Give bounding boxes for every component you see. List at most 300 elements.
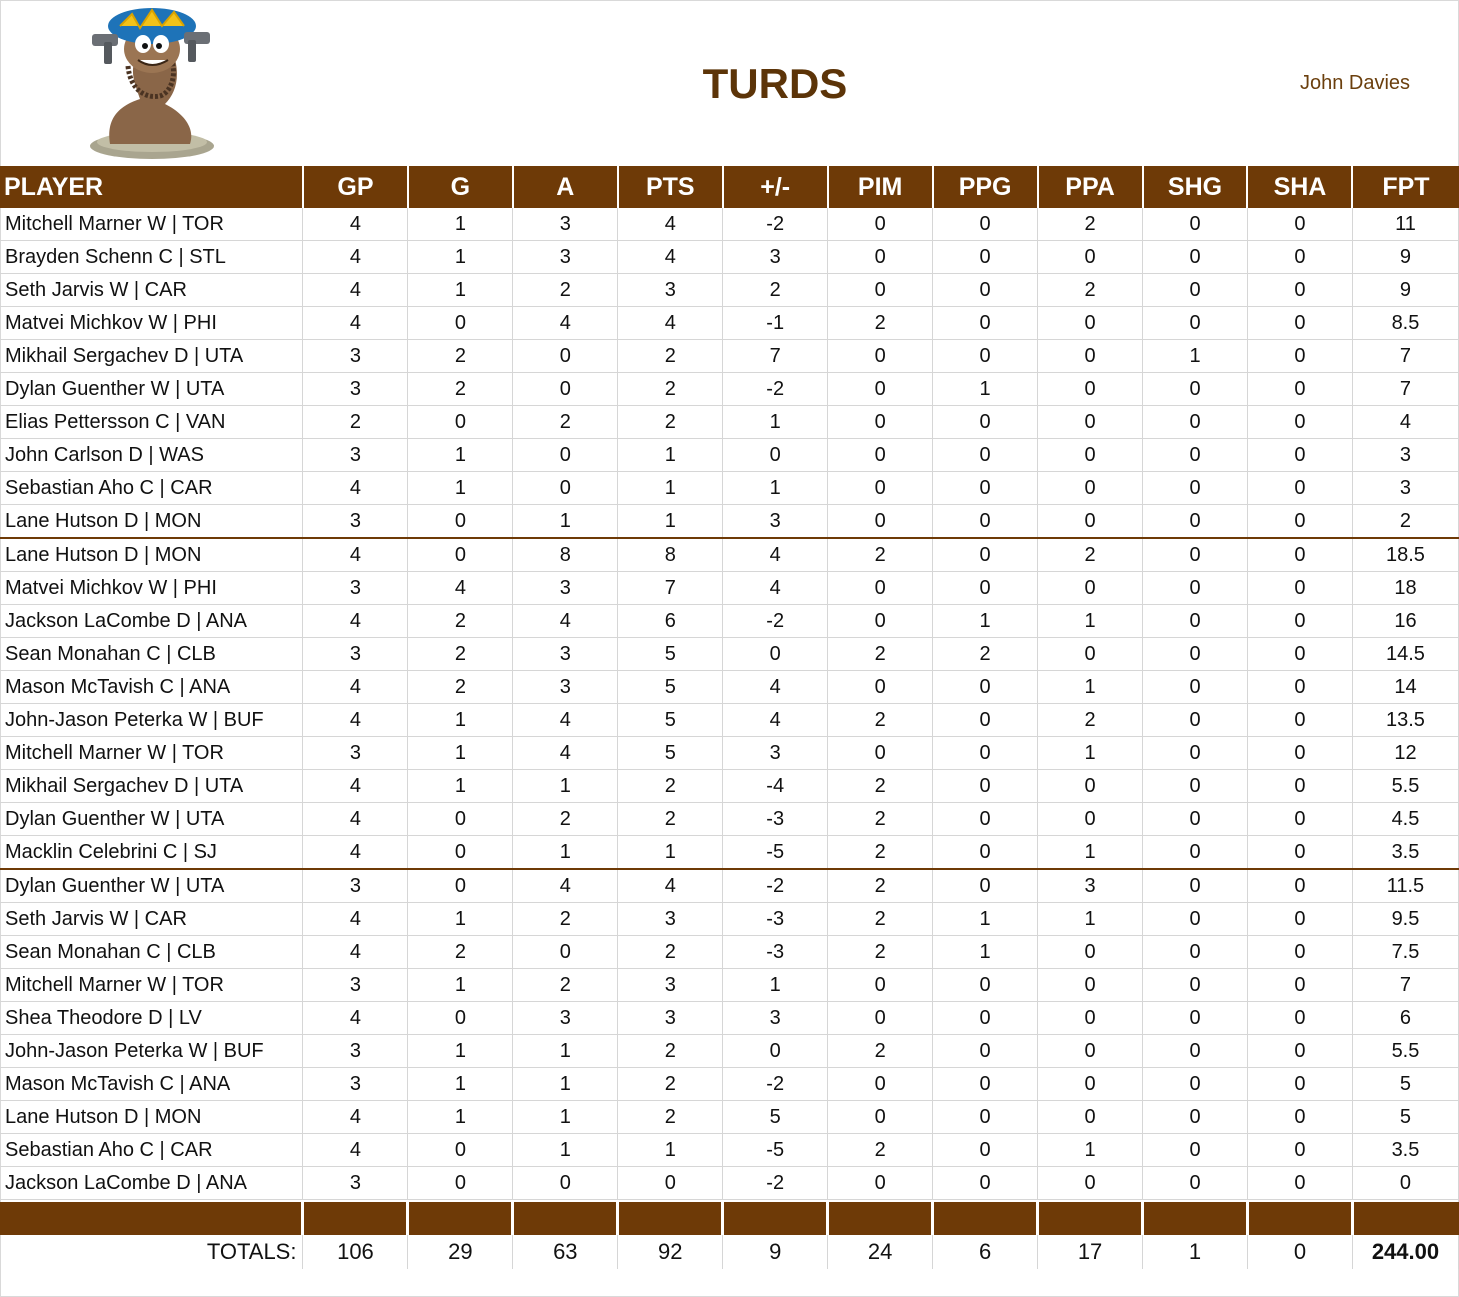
stat-cell: 0 [828,406,933,439]
stat-cell: 0 [828,1101,933,1134]
stat-cell: 2 [828,307,933,340]
stat-cell: 0 [1038,572,1143,605]
stat-cell: 1 [618,439,723,472]
stat-cell: 0 [1247,770,1352,803]
stat-cell: -3 [723,803,828,836]
divider-cell [618,1202,723,1235]
table-row [0,869,1459,903]
stat-cell: 2 [828,836,933,870]
stat-cell: 4 [303,836,408,870]
divider-cell [1038,1202,1143,1235]
stat-cell: 4 [618,307,723,340]
player-name-cell: Dylan Guenther W | UTA [0,803,303,836]
stat-cell: 4 [513,704,618,737]
stat-cell: 0 [1247,936,1352,969]
stat-cell: 4 [618,241,723,274]
column-header: G [408,166,513,208]
total-cell: 1 [1143,1235,1248,1269]
stat-cell: 4 [303,704,408,737]
stat-cell: 1 [408,472,513,505]
table-header-row [0,166,1459,208]
stat-cell: 0 [1247,1134,1352,1167]
stat-cell: 1 [408,903,513,936]
total-cell: 6 [933,1235,1038,1269]
column-header: A [513,166,618,208]
player-name-cell: Sean Monahan C | CLB [0,638,303,671]
table-row [0,803,1459,836]
stat-cell: 0 [828,572,933,605]
stat-cell: 4 [303,605,408,638]
stat-cell: 0 [1143,241,1248,274]
stat-cell: 0 [828,472,933,505]
stat-cell: 1 [513,1068,618,1101]
stat-cell: 0 [1143,1134,1248,1167]
stat-cell: 1 [408,241,513,274]
stat-cell: 4 [513,869,618,903]
stat-cell: 0 [1038,1101,1143,1134]
stat-cell: 3 [303,737,408,770]
stat-cell: 6 [1352,1002,1458,1035]
stat-cell: 0 [828,1068,933,1101]
stat-cell: 14 [1352,671,1458,704]
team-title: TURDS [702,60,848,107]
stat-cell: 0 [1143,1101,1248,1134]
stat-cell: 0 [1143,439,1248,472]
stat-cell: 0 [1143,274,1248,307]
stat-cell: 0 [933,241,1038,274]
stat-cell: -4 [723,770,828,803]
stat-cell: 0 [933,439,1038,472]
stat-cell: 0 [1143,373,1248,406]
stat-cell: 0 [1038,241,1143,274]
stat-cell: 5 [618,671,723,704]
stat-cell: 1 [723,406,828,439]
stat-cell: 0 [1247,1002,1352,1035]
column-header: PTS [618,166,723,208]
stat-cell: -5 [723,836,828,870]
stat-cell: 0 [1143,1167,1248,1200]
stat-cell: 1 [618,1134,723,1167]
stat-cell: 0 [1143,903,1248,936]
stat-cell: 0 [933,1002,1038,1035]
player-name-cell: Seth Jarvis W | CAR [0,274,303,307]
stat-cell: 0 [1143,704,1248,737]
stat-cell: 1 [1038,737,1143,770]
player-name-cell: Mason McTavish C | ANA [0,671,303,704]
stat-cell: 3 [723,737,828,770]
stat-cell: 0 [1143,638,1248,671]
table-row [0,241,1459,274]
stat-cell: 2 [828,903,933,936]
stat-cell: 0 [933,1167,1038,1200]
stat-cell: 2 [303,406,408,439]
stat-cell: -1 [723,307,828,340]
stat-cell: 0 [513,373,618,406]
stat-cell: 0 [513,936,618,969]
stat-cell: 0 [828,274,933,307]
stat-cell: 4 [408,572,513,605]
stat-cell: 0 [1247,208,1352,241]
stat-cell: 1 [1038,605,1143,638]
player-name-cell: John-Jason Peterka W | BUF [0,704,303,737]
column-header: SHA [1247,166,1352,208]
stat-cell: -2 [723,1167,828,1200]
divider-cell [513,1202,618,1235]
stat-cell: 3 [513,671,618,704]
stat-cell: 0 [1247,1167,1352,1200]
stat-cell: 2 [408,340,513,373]
stat-cell: 4 [303,803,408,836]
divider-cell [828,1202,933,1235]
stat-cell: 0 [828,671,933,704]
column-header: GP [303,166,408,208]
table-row [0,1035,1459,1068]
stat-cell: 0 [408,1167,513,1200]
table-row [0,1167,1459,1200]
stat-cell: 2 [618,1035,723,1068]
table-row [0,1101,1459,1134]
stat-cell: 2 [618,340,723,373]
table-row [0,737,1459,770]
total-cell: 9 [723,1235,828,1269]
stat-cell: -3 [723,903,828,936]
stat-cell: 4 [723,704,828,737]
stat-cell: 0 [1143,472,1248,505]
stat-cell: 3 [303,969,408,1002]
stat-cell: 5 [618,638,723,671]
stat-cell: 1 [1038,836,1143,870]
stat-cell: 0 [1038,307,1143,340]
stat-cell: 3 [723,1002,828,1035]
stat-cell: 0 [1247,373,1352,406]
stat-cell: 1 [933,936,1038,969]
stat-cell: 0 [933,472,1038,505]
player-name-cell: Seth Jarvis W | CAR [0,903,303,936]
player-name-cell: Mikhail Sergachev D | UTA [0,340,303,373]
stat-cell: 2 [618,406,723,439]
stat-cell: 0 [828,208,933,241]
stat-cell: 0 [1247,538,1352,572]
stat-cell: 3 [618,969,723,1002]
stat-cell: 4 [303,903,408,936]
stat-cell: 0 [1038,340,1143,373]
player-stats-table [0,166,1459,1269]
player-name-cell: Macklin Celebrini C | SJ [0,836,303,870]
stat-cell: 0 [828,505,933,539]
totals-row [0,1235,1459,1269]
stat-cell: 2 [513,406,618,439]
stat-cell: 0 [1143,1035,1248,1068]
stat-cell: 0 [1247,803,1352,836]
stat-cell: 0 [408,803,513,836]
stat-cell: 0 [933,869,1038,903]
table-row [0,770,1459,803]
stat-cell: 3 [618,1002,723,1035]
stat-cell: 1 [513,1134,618,1167]
stat-cell: 0 [1143,307,1248,340]
stat-cell: 0 [1143,1068,1248,1101]
stat-cell: 0 [723,439,828,472]
stat-cell: 4 [618,208,723,241]
stat-cell: 0 [828,737,933,770]
stat-cell: 1 [1038,1134,1143,1167]
stat-cell: 0 [828,439,933,472]
stat-cell: 3.5 [1352,836,1458,870]
stat-cell: 2 [513,274,618,307]
table-row [0,671,1459,704]
stat-cell: 12 [1352,737,1458,770]
player-name-cell: Jackson LaCombe D | ANA [0,605,303,638]
stat-cell: 7 [723,340,828,373]
stat-cell: 3 [303,638,408,671]
stat-cell: 0 [1038,969,1143,1002]
stat-cell: 2 [828,1134,933,1167]
total-cell: 244.00 [1352,1235,1458,1269]
stat-cell: 2 [618,373,723,406]
stat-cell: 3 [513,1002,618,1035]
stat-cell: 1 [408,274,513,307]
stat-cell: 4 [303,472,408,505]
stat-cell: 1 [513,505,618,539]
stat-cell: 2 [513,903,618,936]
stat-cell: 0 [933,572,1038,605]
stat-cell: 0 [408,505,513,539]
stat-cell: 3 [513,638,618,671]
stat-cell: 6 [618,605,723,638]
stat-cell: 0 [1143,208,1248,241]
stat-cell: 0 [1143,803,1248,836]
stat-cell: 0 [1038,638,1143,671]
stat-cell: 0 [1247,340,1352,373]
stat-cell: 1 [408,1101,513,1134]
stat-cell: 2 [828,704,933,737]
stat-cell: 0 [1143,969,1248,1002]
player-name-cell: Matvei Michkov W | PHI [0,572,303,605]
stat-cell: 0 [1143,936,1248,969]
stat-cell: 0 [1143,505,1248,539]
stat-cell: 0 [1143,572,1248,605]
stat-cell: 2 [828,869,933,903]
stat-cell: 0 [513,439,618,472]
player-name-cell: Mason McTavish C | ANA [0,1068,303,1101]
table-row [0,406,1459,439]
player-name-cell: Mikhail Sergachev D | UTA [0,770,303,803]
stat-cell: 4 [1352,406,1458,439]
player-name-cell: Lane Hutson D | MON [0,538,303,572]
stat-cell: 0 [933,1134,1038,1167]
stat-cell: 0 [933,803,1038,836]
stat-cell: 0 [1143,737,1248,770]
stat-cell: 1 [618,472,723,505]
stat-cell: 3 [723,505,828,539]
stat-cell: 0 [408,1002,513,1035]
stat-cell: 2 [408,671,513,704]
stat-cell: 9 [1352,241,1458,274]
table-row [0,340,1459,373]
stat-cell: 0 [1038,406,1143,439]
stat-cell: 0 [1247,241,1352,274]
stat-cell: 0 [1247,638,1352,671]
stat-cell: 0 [1143,406,1248,439]
stat-cell: 7 [1352,969,1458,1002]
divider-cell [1247,1202,1352,1235]
stat-cell: 0 [933,538,1038,572]
stat-cell: 0 [1247,737,1352,770]
stat-cell: 4.5 [1352,803,1458,836]
stat-cell: 2 [1038,208,1143,241]
column-header: +/- [723,166,828,208]
stat-cell: 3 [618,903,723,936]
stat-cell: -2 [723,605,828,638]
total-cell: 29 [408,1235,513,1269]
stat-cell: 0 [1247,406,1352,439]
player-name-cell: Sebastian Aho C | CAR [0,1134,303,1167]
stat-cell: 1 [513,1035,618,1068]
table-row [0,836,1459,870]
stat-cell: 3 [513,208,618,241]
stat-cell: 4 [723,538,828,572]
stat-cell: 5 [1352,1068,1458,1101]
table-row [0,538,1459,572]
table-row [0,572,1459,605]
stat-cell: 0 [828,340,933,373]
stat-cell: 0 [1247,1101,1352,1134]
stat-cell: 2 [828,936,933,969]
owner-name: John Davies [1299,72,1411,94]
stat-cell: 2 [408,638,513,671]
stat-cell: 18 [1352,572,1458,605]
stat-cell: 1 [408,737,513,770]
stat-cell: 2 [828,538,933,572]
column-header: FPT [1352,166,1458,208]
totals-label: TOTALS: [0,1235,303,1269]
table-row [0,208,1459,241]
stat-cell: 0 [513,340,618,373]
stat-cell: 0 [1143,605,1248,638]
stat-cell: 2 [1038,538,1143,572]
stat-cell: 2 [408,373,513,406]
stat-cell: 1 [1038,903,1143,936]
stat-cell: 3 [513,572,618,605]
stat-cell: 0 [723,638,828,671]
stat-cell: 0 [1247,505,1352,539]
stat-cell: 0 [1247,969,1352,1002]
stat-cell: 1 [618,836,723,870]
player-name-cell: Dylan Guenther W | UTA [0,869,303,903]
stat-cell: 0 [933,1035,1038,1068]
stat-cell: 3 [303,869,408,903]
stat-cell: -5 [723,1134,828,1167]
stat-cell: 2 [1038,274,1143,307]
divider-cell [1352,1202,1458,1235]
stat-cell: 0 [1247,869,1352,903]
stat-cell: 1 [513,1101,618,1134]
stat-cell: 3 [513,241,618,274]
stat-cell: 0 [408,538,513,572]
stat-cell: 0 [933,505,1038,539]
stat-cell: 0 [1247,671,1352,704]
table-row [0,1134,1459,1167]
player-name-cell: Matvei Michkov W | PHI [0,307,303,340]
table-row [0,307,1459,340]
stat-cell: 0 [1143,538,1248,572]
stat-cell: 2 [408,936,513,969]
stat-cell: 2 [618,1068,723,1101]
stat-cell: 2 [618,770,723,803]
stat-cell: 4 [303,770,408,803]
stat-cell: 1 [513,770,618,803]
player-name-cell: Brayden Schenn C | STL [0,241,303,274]
stat-cell: 5 [1352,1101,1458,1134]
stat-cell: 3 [303,572,408,605]
stat-cell: 7.5 [1352,936,1458,969]
stat-cell: 0 [1038,373,1143,406]
stat-cell: 1 [408,969,513,1002]
stat-cell: 3.5 [1352,1134,1458,1167]
column-header: PIM [828,166,933,208]
stat-cell: 1 [933,605,1038,638]
stat-cell: 2 [828,1035,933,1068]
stat-cell: 4 [513,737,618,770]
stat-cell: 4 [723,572,828,605]
stat-cell: 0 [933,208,1038,241]
stat-cell: -3 [723,936,828,969]
table-row [0,472,1459,505]
stat-cell: 3 [303,439,408,472]
stat-cell: 9.5 [1352,903,1458,936]
total-cell: 0 [1247,1235,1352,1269]
total-cell: 63 [513,1235,618,1269]
stat-cell: 3 [303,340,408,373]
stat-cell: 2 [513,803,618,836]
brown-divider-row [0,1202,1459,1235]
stat-cell: 1 [1038,671,1143,704]
stat-cell: 9 [1352,274,1458,307]
stat-cell: 0 [1247,836,1352,870]
stat-cell: 4 [303,1002,408,1035]
stat-cell: -2 [723,1068,828,1101]
stat-cell: 0 [1143,869,1248,903]
stat-cell: 14.5 [1352,638,1458,671]
player-name-cell: Mitchell Marner W | TOR [0,208,303,241]
stat-cell: 0 [1247,903,1352,936]
stat-cell: 4 [723,671,828,704]
stat-cell: 2 [618,803,723,836]
stat-cell: 4 [303,208,408,241]
stat-cell: 1 [723,472,828,505]
stat-cell: 2 [723,274,828,307]
divider-cell [0,1202,303,1235]
stat-cell: 0 [828,1167,933,1200]
total-cell: 106 [303,1235,408,1269]
stat-cell: 3 [303,1167,408,1200]
stat-cell: 4 [303,1101,408,1134]
divider-cell [723,1202,828,1235]
stat-cell: 0 [1247,307,1352,340]
stat-cell: 0 [1247,1035,1352,1068]
stat-cell: 1 [408,439,513,472]
stat-cell: 0 [933,406,1038,439]
player-name-cell: Sebastian Aho C | CAR [0,472,303,505]
stat-cell: 0 [408,1134,513,1167]
turd-mascot-logo [80,4,220,164]
stat-cell: 0 [1247,1068,1352,1101]
stat-cell: 2 [933,638,1038,671]
stat-cell: 0 [933,737,1038,770]
stat-cell: 3 [303,1068,408,1101]
stat-cell: 4 [303,538,408,572]
table-row [0,605,1459,638]
